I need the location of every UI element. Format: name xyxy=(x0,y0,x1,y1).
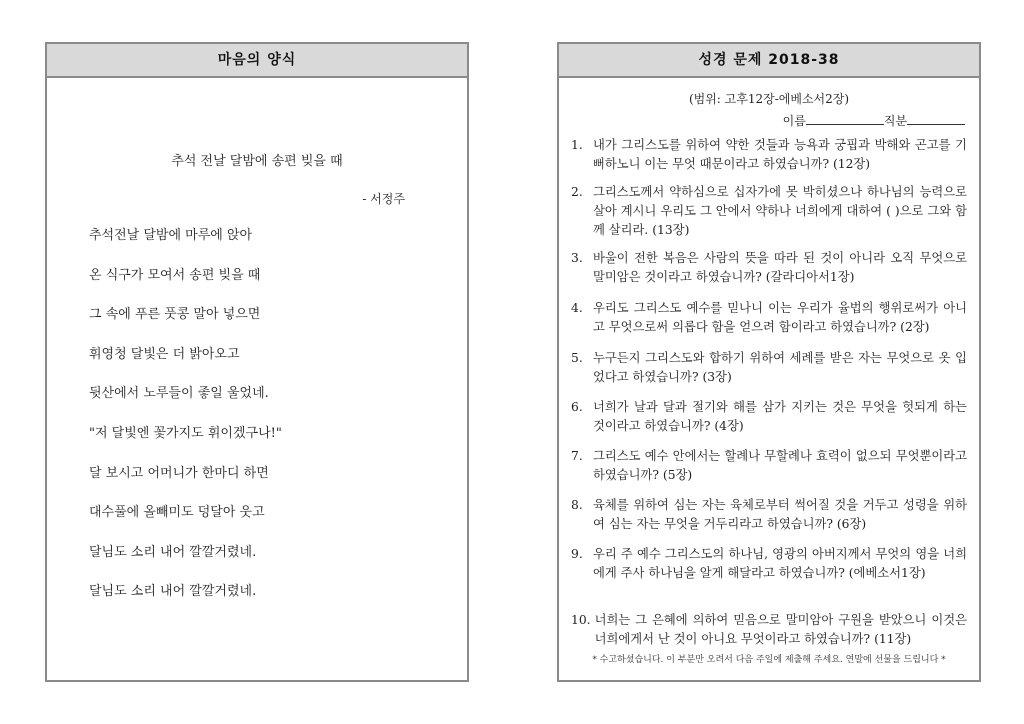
question-item xyxy=(571,545,967,583)
question-number: 2. xyxy=(571,185,583,199)
question-item xyxy=(571,249,967,287)
question-item xyxy=(571,447,967,485)
question-text: 너희가 날과 달과 절기와 해를 삼가 지키는 것은 무엇을 헛되게 하는 것이라고 하였습니까? (4장) xyxy=(593,400,967,433)
poem-line: 대수풀에 올빼미도 덩달아 웃고 xyxy=(89,505,265,521)
question-text: 우리도 그리스도 예수를 믿나니 이는 우리가 율법의 행위로써가 아니고 무엇으로써 의롭다 함을 얻으려 함이라고 하였습니까? (2장) xyxy=(593,301,967,334)
poem-panel-header: 마음의 양식 xyxy=(47,44,467,78)
question-item xyxy=(571,183,967,240)
question-item xyxy=(571,496,967,534)
question-text: 그리스도께서 약하심으로 십자가에 못 박히셨으나 하나님의 능력으로 살아 계시니 우리도 그 안에서 약하나 너희에게 대하여 ( )으로 그와 함께 살리라. (13장) xyxy=(593,185,967,237)
position-blank[interactable] xyxy=(907,112,965,125)
quiz-panel xyxy=(557,42,981,682)
question-text: 육체를 위하여 심는 자는 육체로부터 썩어질 것을 거두고 성령을 위하여 심는 자는 무엇을 거두리라고 하였습니까? (6장) xyxy=(593,498,967,531)
poem-line: 그 속에 푸른 풋콩 말아 넣으면 xyxy=(89,307,261,323)
quiz-panel-header: 성경 문제 2018-38 xyxy=(559,44,979,78)
question-text: 바울이 전한 복음은 사람의 뜻을 따라 된 것이 아니라 오직 무엇으로 말미암은 것이라고 하였습니까? (갈라디아서1장) xyxy=(593,251,967,284)
question-number: 4. xyxy=(571,301,583,315)
position-label: 직분 xyxy=(883,114,907,128)
question-number: 8. xyxy=(571,498,583,512)
poem-line: 달님도 소리 내어 깔깔거렸네. xyxy=(89,584,257,600)
poem-panel xyxy=(45,42,469,682)
poem-title: 추석 전날 달밤에 송편 빚을 때 xyxy=(171,154,343,169)
question-text: 누구든지 그리스도와 합하기 위하여 세례를 받은 자는 무엇으로 옷 입었다고 하였습니까? (3장) xyxy=(593,351,967,384)
question-number: 6. xyxy=(571,400,583,414)
question-text: 내가 그리스도를 위하여 약한 것들과 능욕과 궁핍과 박해와 곤고를 기뻐하노니 이는 무엇 때문이라고 하였습니까? (12장) xyxy=(593,138,967,171)
question-item xyxy=(571,611,967,649)
poem-line: 달 보시고 어머니가 한마디 하면 xyxy=(89,465,269,481)
question-item xyxy=(571,349,967,387)
poem-line: 온 식구가 모여서 송편 빚을 때 xyxy=(89,267,261,283)
poem-line: "저 달빛엔 꽃가지도 휘이겠구나!" xyxy=(89,425,282,441)
question-number: 1. xyxy=(571,138,583,152)
question-item xyxy=(571,136,967,174)
name-blank[interactable] xyxy=(806,112,884,125)
question-number: 3. xyxy=(571,251,583,265)
poem-line: 휘영청 달빛은 더 밝아오고 xyxy=(89,346,240,362)
name-label: 이름 xyxy=(782,114,806,128)
poem-author: - 서정주 xyxy=(362,192,405,206)
question-text: 너희는 그 은혜에 의하여 믿음으로 말미암아 구원을 받았으니 이것은 너희에게서 난 것이 아니요 무엇이라고 하였습니까? (11장) xyxy=(594,613,967,646)
question-number: 9. xyxy=(571,547,583,561)
question-item xyxy=(571,398,967,436)
question-number: 10. xyxy=(571,613,591,627)
question-number: 7. xyxy=(571,449,583,463)
poem-line: 뒷산에서 노루들이 좋일 울었네. xyxy=(89,386,269,402)
poem-line: 달님도 소리 내어 깔깔거렸네. xyxy=(89,544,257,560)
question-text: 그리스도 예수 안에서는 할례나 무할례나 효력이 없으되 무엇뿐이라고 하였습니까? (5장) xyxy=(593,449,967,482)
poem-lines xyxy=(89,226,282,622)
name-row xyxy=(783,112,965,129)
question-item xyxy=(571,299,967,337)
poem-line: 추석전날 달밤에 마루에 앉아 xyxy=(89,228,253,243)
quiz-footer-note: * 수고하셨습니다. 이 부분만 오려서 다음 주일에 제출해 주세요. 연말에 선물을 드립니다 * xyxy=(592,655,946,665)
question-text: 우리 주 예수 그리스도의 하나님, 영광의 아버지께서 무엇의 영을 너희에게 주사 하나님을 알게 해달라고 하였습니까? (에베소서1장) xyxy=(593,547,967,580)
question-number: 5. xyxy=(571,351,583,365)
quiz-scope: (범위: 고후12장-에베소서2장) xyxy=(688,92,850,106)
